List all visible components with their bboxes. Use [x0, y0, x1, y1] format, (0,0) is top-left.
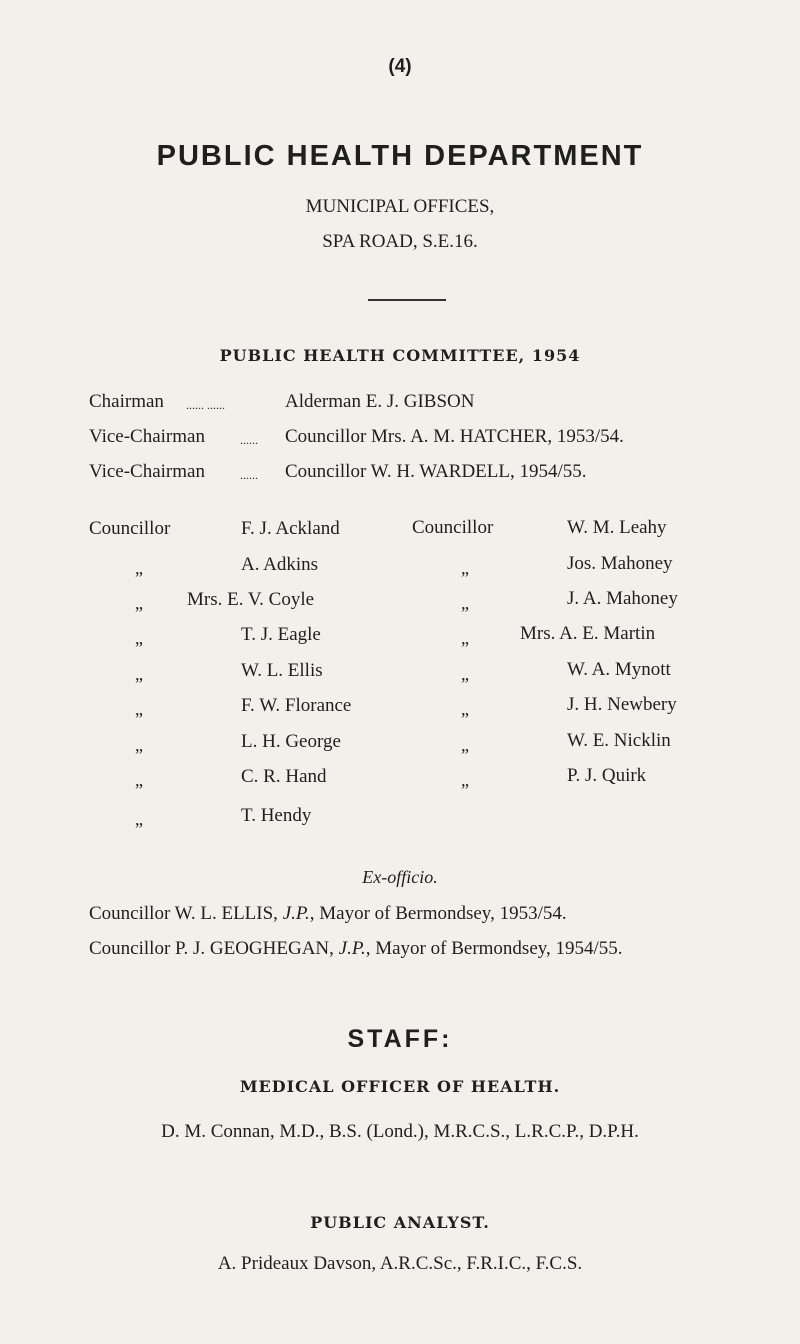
ditto-mark: „: [461, 558, 469, 578]
address-line-2: SPA ROAD, S.E.16.: [322, 231, 478, 252]
committee-heading: PUBLIC HEALTH COMMITTEE, 1954: [219, 346, 581, 365]
page-number: (4): [388, 56, 412, 77]
staff-heading: STAFF:: [347, 1025, 453, 1053]
ex-officio-line-1: Councillor W. L. ELLIS, J.P., Mayor of Bermondsey, 1953/54.: [89, 903, 567, 924]
member-name: Jos. Mahoney: [567, 553, 673, 574]
ditto-mark: „: [461, 699, 469, 719]
officer-name-vice-chairman-1: Councillor Mrs. A. M. HATCHER, 1953/54.: [285, 426, 624, 447]
ditto-mark: „: [135, 664, 143, 684]
ditto-mark: „: [461, 628, 469, 648]
divider-rule: [368, 299, 446, 301]
ditto-mark: „: [135, 770, 143, 790]
member-name: T. Hendy: [241, 805, 312, 826]
officer-dots: ...... ......: [186, 398, 225, 412]
member-prefix: Councillor: [89, 518, 171, 539]
member-name: P. J. Quirk: [567, 765, 647, 786]
officer-dots: ......: [240, 468, 258, 482]
ex-officio-line-2: Councillor P. J. GEOGHEGAN, J.P., Mayor of Bermondsey, 1954/55.: [89, 938, 623, 959]
analyst-heading: PUBLIC ANALYST.: [310, 1213, 490, 1232]
member-name: A. Adkins: [241, 554, 319, 575]
officer-role-vice-chairman-2: Vice-Chairman: [89, 461, 205, 482]
member-name: Mrs. E. V. Coyle: [187, 589, 315, 610]
member-name: F. W. Florance: [241, 695, 352, 716]
officer-name-vice-chairman-2: Councillor W. H. WARDELL, 1954/55.: [285, 461, 587, 482]
member-name: J. H. Newbery: [567, 694, 677, 715]
member-name: W. A. Mynott: [567, 659, 671, 680]
ditto-mark: „: [135, 558, 143, 578]
ex-officio-heading: Ex-officio.: [362, 867, 438, 887]
member-name: J. A. Mahoney: [567, 588, 678, 609]
analyst-name: A. Prideaux Davson, A.R.C.Sc., F.R.I.C., F.C.S.: [217, 1253, 583, 1274]
member-name: W. M. Leahy: [567, 517, 667, 538]
moh-heading: MEDICAL OFFICER OF HEALTH.: [239, 1077, 561, 1096]
officer-role-chairman: Chairman: [89, 391, 164, 412]
address-line-1: MUNICIPAL OFFICES,: [305, 196, 495, 217]
member-name: W. E. Nicklin: [567, 730, 671, 751]
ditto-mark: „: [135, 628, 143, 648]
moh-name: D. M. Connan, M.D., B.S. (Lond.), M.R.C.S., L.R.C.P., D.P.H.: [161, 1121, 639, 1142]
ditto-mark: „: [135, 699, 143, 719]
ditto-mark: „: [461, 735, 469, 755]
member-name: C. R. Hand: [241, 766, 327, 787]
ditto-mark: „: [461, 593, 469, 613]
ditto-mark: „: [461, 770, 469, 790]
member-name: W. L. Ellis: [241, 660, 323, 681]
member-name: F. J. Ackland: [241, 518, 340, 539]
member-name: T. J. Eagle: [241, 624, 321, 645]
ditto-mark: „: [461, 664, 469, 684]
officer-dots: ......: [240, 433, 258, 447]
officer-role-vice-chairman-1: Vice-Chairman: [89, 426, 205, 447]
ditto-mark: „: [135, 593, 143, 613]
member-prefix: Councillor: [412, 517, 494, 538]
member-name: Mrs. A. E. Martin: [520, 623, 656, 644]
officer-name-chairman: Alderman E. J. GIBSON: [285, 391, 475, 412]
ditto-mark: „: [135, 809, 143, 829]
member-name: L. H. George: [241, 731, 341, 752]
department-title: PUBLIC HEALTH DEPARTMENT: [156, 140, 644, 172]
ditto-mark: „: [135, 735, 143, 755]
